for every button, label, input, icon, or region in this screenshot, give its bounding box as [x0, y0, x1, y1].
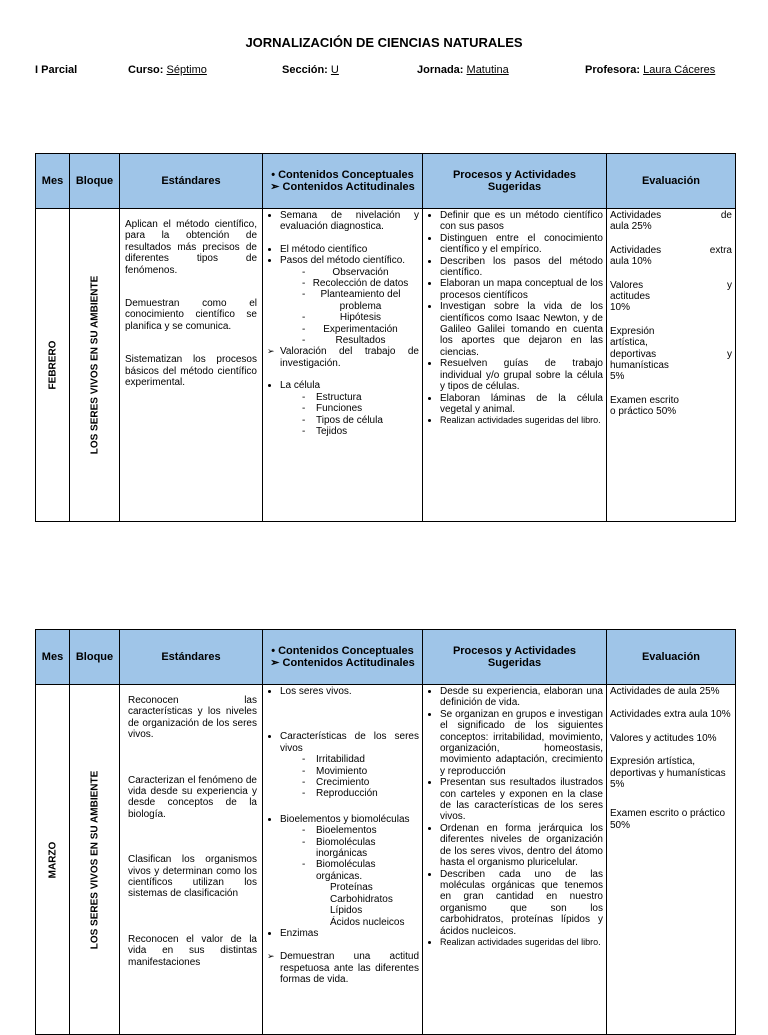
- jornada-field: Jornada: Matutina: [417, 64, 509, 76]
- bloque-label: LOS SERES VIVOS EN SU AMBIENTE: [88, 275, 100, 455]
- sub-item: - Estructura: [302, 392, 419, 403]
- seccion-field: Sección: U: [282, 64, 339, 76]
- list-item: • Elaboran láminas de la célula vegetal y animal.: [440, 393, 603, 416]
- plan-table-febrero: [35, 153, 736, 522]
- jornada-value: Matutina: [466, 64, 509, 76]
- table-header-row: [36, 154, 736, 209]
- contenidos-cell: [263, 209, 423, 522]
- col-estandares: Estándares: [120, 154, 263, 209]
- sub-item: - Recolección de datos: [302, 278, 419, 289]
- list-item: • Enzimas: [280, 928, 419, 939]
- profesora-field: Profesora: Laura Cáceres: [585, 64, 716, 76]
- contenidos-actitudinales: ➢ Contenidos Actitudinales: [270, 181, 415, 193]
- sub-item: - Tipos de célula: [302, 415, 419, 426]
- eval-item: Valores y actitudes 10%: [610, 732, 717, 744]
- eval-item: Expresión artística, deportivas y humanísticas 5%: [610, 325, 732, 383]
- list-item: • Resuelven guías de trabajo individual y/o grupal sobre la célula y tipos de células.: [440, 358, 603, 392]
- table-header-row: [36, 630, 736, 685]
- estandar-item: Reconocen las características y los niveles de organización de los seres vivos.: [128, 695, 257, 741]
- sub-item: Ácidos nucleicos: [330, 916, 405, 928]
- estandar-item: Caracterizan el fenómeno de vida desde su experiencia y desde conceptos de la biología.: [128, 774, 257, 820]
- parcial-label: I Parcial: [35, 64, 78, 76]
- col-procesos: Procesos y Actividades Sugeridas: [423, 630, 607, 685]
- sub-item: - Bioelementos: [302, 825, 419, 836]
- list-item: • Se organizan en grupos e investigan el significado de los siguientes conceptos: irritabilidad, movimiento, organización, homeostasis, movimiento adaptación, crecimiento y reproducción: [440, 709, 603, 777]
- list-item: • La célula - Estructura - Funciones - Tipos de célula - Tejidos: [280, 380, 419, 437]
- sub-item: - Biomoléculas inorgánicas: [302, 837, 419, 860]
- list-item: • Ordenan en forma jerárquica los diferentes niveles de organización de los seres vivos, dentro del átomo hasta el organismo pluricelular.: [440, 823, 603, 869]
- estandar-item: Sistematizan los procesos básicos del método científico experimental.: [125, 354, 257, 389]
- list-item: • Presentan sus resultados ilustrados con carteles y exponen en la clase de las características de los seres vivos.: [440, 777, 603, 823]
- list-item: • Definir que es un método científico con sus pasos: [440, 210, 603, 233]
- sub-item: - Movimiento: [302, 766, 419, 777]
- eval-item: Examen escrito o práctico 50%: [610, 808, 726, 831]
- mes-label: MARZO: [46, 841, 58, 878]
- list-item: • Elaboran un mapa conceptual de los procesos científicos: [440, 278, 603, 301]
- col-contenidos: [263, 154, 423, 209]
- estandares-cell: [120, 209, 263, 522]
- sub-item: - Experimentación: [302, 324, 419, 335]
- procesos-cell: [423, 209, 607, 522]
- plan-table-marzo: [35, 629, 736, 1035]
- col-estandares: Estándares: [120, 630, 263, 685]
- course-info: [35, 64, 735, 80]
- estandares-cell: [120, 685, 263, 1035]
- list-item: • Describen los pasos del método científico.: [440, 256, 603, 279]
- col-contenidos: [263, 630, 423, 685]
- sub-item: - Hipótesis: [302, 312, 419, 323]
- col-evaluacion: Evaluación: [607, 154, 736, 209]
- list-item: • Los seres vivos.: [280, 686, 419, 697]
- contenidos-conceptuales: • Contenidos Conceptuales: [271, 169, 414, 181]
- mes-cell: [36, 685, 70, 1035]
- col-mes: Mes: [36, 154, 70, 209]
- list-item: • Realizan actividades sugeridas del libro.: [440, 415, 603, 426]
- list-item: • Distinguen entre el conocimiento científico y el empírico.: [440, 233, 603, 256]
- list-item: • Investigan sobre la vida de los científicos como Isaac Newton, y de Galileo Galilei tomando en cuenta los aportes que dejaron en las ciencias.: [440, 301, 603, 358]
- eval-item: Actividades de aula 25%: [610, 210, 732, 233]
- eval-item: Expresión artística, deportivas y humanísticas 5%: [610, 756, 726, 791]
- list-item: • Describen cada uno de las moléculas orgánicas que tenemos en gran cantidad en nuestro organismo que son los carbohidratos, proteínas lípidos y ácidos nucleicos.: [440, 869, 603, 937]
- mes-cell: [36, 209, 70, 522]
- sub-item: - Irritabilidad: [302, 754, 419, 765]
- list-item: ➢ Demuestran una actitud respetuosa ante las diferentes formas de vida.: [280, 951, 419, 985]
- mes-label: FEBRERO: [46, 340, 58, 390]
- sub-item: Carbohidratos: [330, 893, 393, 905]
- list-item: • Semana de nivelación y evaluación diagnostica.: [280, 210, 419, 233]
- list-item: • Bioelementos y biomoléculas - Bioelementos - Biomoléculas inorgánicas - Biomoléculas orgánicas. Proteínas Carbohidratos Lípidos Ácidos nucleicos: [280, 814, 419, 928]
- profesora-value: Laura Cáceres: [643, 64, 716, 76]
- bloque-label: LOS SERES VIVOS EN SU AMBIENTE: [88, 770, 100, 949]
- procesos-cell: [423, 685, 607, 1035]
- sub-item: - Planteamiento del problema: [302, 289, 419, 312]
- estandar-item: Clasifican los organismos vivos y determinan como los científicos utilizan los sistemas de clasificación: [128, 854, 257, 900]
- sub-item: Lípidos: [330, 905, 363, 917]
- estandar-item: Aplican el método científico, para la obtención de resultados más precisos de diferentes tipos de fenómenos.: [125, 219, 257, 276]
- document-title: JORNALIZACIÓN DE CIENCIAS NATURALES: [245, 35, 523, 50]
- estandar-item: Reconocen el valor de la vida en sus distintas manifestaciones: [128, 933, 257, 968]
- contenidos-cell: [263, 685, 423, 1035]
- bloque-cell: [70, 685, 120, 1035]
- col-bloque: Bloque: [70, 154, 120, 209]
- eval-item: Actividades de aula 25%: [610, 686, 720, 697]
- contenidos-conceptuales: • Contenidos Conceptuales: [271, 645, 414, 657]
- sub-item: - Funciones: [302, 403, 419, 414]
- sub-item: - Biomoléculas orgánicas.: [302, 859, 419, 882]
- list-item: • Características de los seres vivos - Irritabilidad - Movimiento - Crecimiento - Reproducción: [280, 731, 419, 799]
- table-row: [36, 685, 736, 1035]
- sub-item: - Resultados: [302, 335, 419, 346]
- eval-item: Actividades extra aula 10%: [610, 244, 732, 268]
- evaluacion-cell: [607, 685, 736, 1035]
- eval-item: Actividades extra aula 10%: [610, 709, 731, 721]
- sub-item: - Crecimiento: [302, 777, 419, 788]
- curso-value: Séptimo: [166, 64, 207, 76]
- list-item: • Realizan actividades sugeridas del libro.: [440, 937, 603, 948]
- evaluacion-cell: [607, 209, 736, 522]
- sub-item: Proteínas: [330, 882, 373, 894]
- col-mes: Mes: [36, 630, 70, 685]
- seccion-value: U: [330, 64, 339, 76]
- list-item: • El método científico: [280, 244, 419, 255]
- eval-item: Examen escrito o práctico 50%: [610, 394, 679, 418]
- sub-item: - Observación: [302, 267, 419, 278]
- curso-field: Curso: Séptimo: [128, 64, 207, 76]
- list-item: • Desde su experiencia, elaboran una definición de vida.: [440, 686, 603, 709]
- col-procesos: Procesos y Actividades Sugeridas: [423, 154, 607, 209]
- sub-item: - Tejidos: [302, 426, 419, 437]
- list-item: ➢ Valoración del trabajo de investigación.: [280, 346, 419, 369]
- contenidos-actitudinales: ➢ Contenidos Actitudinales: [270, 657, 415, 669]
- list-item: • Pasos del método científico. - Observación - Recolección de datos - Planteamiento del problema - Hipótesis - Experimentación - Resultados: [280, 255, 419, 346]
- bloque-cell: [70, 209, 120, 522]
- col-evaluacion: Evaluación: [607, 630, 736, 685]
- eval-item: Valores y actitudes 10%: [610, 279, 732, 314]
- table-row: [36, 209, 736, 522]
- estandar-item: Demuestran como el conocimiento científico se planifica y se comunica.: [125, 298, 257, 332]
- col-bloque: Bloque: [70, 630, 120, 685]
- sub-item: - Reproducción: [302, 788, 419, 799]
